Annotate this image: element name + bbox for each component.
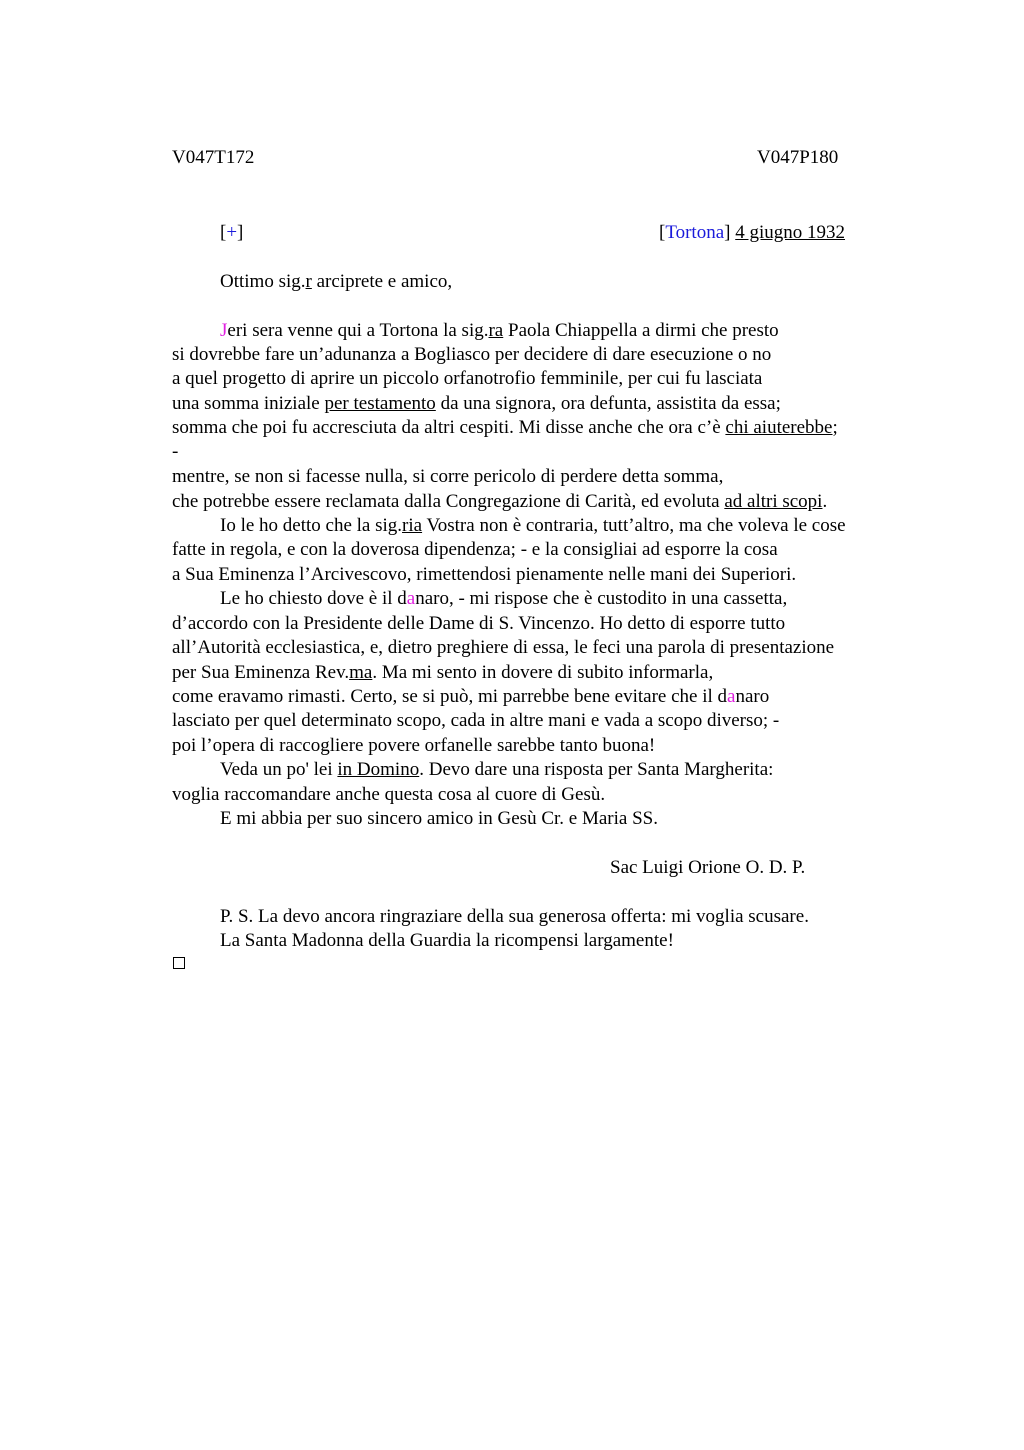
body-line	[220, 587, 787, 611]
text-run: arciprete e amico,	[311, 271, 453, 292]
body-line: poi l’opera di raccogliere povere orfanelle sarebbe tanto buona!	[172, 735, 656, 756]
end-square-icon	[173, 957, 185, 969]
body-line	[220, 319, 779, 343]
body-line: a Sua Eminenza l’Arcivescovo, rimettendosi pienamente nelle mani dei Superiori.	[172, 564, 797, 585]
body-line: a quel progetto di aprire un piccolo orfanotrofio femminile, per cui fu lasciata	[172, 368, 763, 389]
archive-code-right: V047P180	[757, 147, 839, 168]
text-run: una somma iniziale	[172, 393, 325, 414]
abbrev-underlined: ria	[402, 515, 423, 536]
text-run: come eravamo rimasti. Certo, se si può, mi parrebbe bene evitare che il d	[172, 686, 728, 707]
text-run: naro	[735, 686, 770, 707]
bracket-close: ]	[724, 222, 731, 243]
text-run: ;	[832, 417, 838, 438]
cross-mark	[220, 221, 243, 245]
text-run: Paola Chiappella a dirmi che presto	[503, 320, 779, 341]
text-run: Vostra non è contraria, tutt’altro, ma che voleva le cose	[422, 515, 846, 536]
dateline	[659, 221, 845, 245]
text-run: eri sera venne qui a Tortona la sig.	[227, 320, 489, 341]
text-run: Le ho chiesto dove è il d	[220, 588, 407, 609]
body-line	[172, 392, 781, 416]
signature: Sac Luigi Orione O. D. P.	[610, 857, 806, 878]
body-line: fatte in regola, e con la doverosa dipendenza; - e la consigliai ad esporre la cosa	[172, 539, 778, 560]
abbrev-underlined: ma	[349, 662, 373, 683]
corrected-letter: a	[406, 588, 416, 609]
text-run: Io le ho detto che la sig.	[220, 515, 403, 536]
letter-date: 4 giugno 1932	[735, 222, 846, 243]
body-line	[172, 685, 769, 709]
postscript-line: La Santa Madonna della Guardia la ricompensi largamente!	[220, 930, 674, 951]
archive-code-left: V047T172	[172, 147, 255, 168]
text-run: . Ma mi sento in dovere di subito informarla,	[372, 662, 714, 683]
body-line: si dovrebbe fare un’adunanza a Bogliasco per decidere di dare esecuzione o no	[172, 344, 772, 365]
body-line: voglia raccomandare anche questa cosa al cuore di Gesù.	[172, 784, 606, 805]
body-line	[172, 416, 838, 440]
text-run: da una signora, ora defunta, assistita da essa;	[435, 393, 781, 414]
body-line: E mi abbia per suo sincero amico in Gesù Cr. e Maria SS.	[220, 808, 658, 829]
text-run: Veda un po' lei	[220, 759, 338, 780]
place-name: Tortona	[665, 222, 725, 243]
text-run: che potrebbe essere reclamata dalla Congregazione di Carità, ed evoluta	[172, 491, 725, 512]
corrected-letter: a	[727, 686, 736, 707]
body-line	[220, 514, 846, 538]
body-line: lasciato per quel determinato scopo, cada in altre mani e vada a scopo diverso; -	[172, 710, 780, 731]
salutation	[220, 270, 452, 294]
body-line: all’Autorità ecclesiastica, e, dietro preghiere di essa, le feci una parola di presentazione	[172, 637, 835, 658]
text-run: naro, - mi rispose che è custodito in una cassetta,	[415, 588, 788, 609]
bracket-open: [	[220, 222, 227, 243]
text-run: . Devo dare una risposta per Santa Margherita:	[419, 759, 774, 780]
body-line: d’accordo con la Presidente delle Dame di S. Vincenzo. Ho detto di esporre tutto	[172, 613, 786, 634]
text-run: Ottimo sig.	[220, 271, 306, 292]
body-line	[172, 490, 827, 514]
abbrev-underlined: ra	[488, 320, 504, 341]
body-line	[220, 758, 773, 782]
text-run: per Sua Eminenza Rev.	[172, 662, 350, 683]
initial-letter: J	[220, 320, 228, 341]
body-line: mentre, se non si facesse nulla, si corre pericolo di perdere detta somma,	[172, 466, 724, 487]
text-run: somma che poi fu accresciuta da altri cespiti. Mi disse anche che ora c’è	[172, 417, 726, 438]
bracket-close: ]	[237, 222, 244, 243]
underlined-phrase: chi aiuterebbe	[725, 417, 833, 438]
bracket-open: [	[659, 222, 666, 243]
underlined-phrase: in Domino	[337, 759, 420, 780]
text-run: .	[822, 491, 828, 512]
underlined-phrase: per testamento	[324, 393, 436, 414]
abbrev-underlined: r	[305, 271, 312, 292]
postscript-line: P. S. La devo ancora ringraziare della sua generosa offerta: mi voglia scusare.	[220, 906, 809, 927]
underlined-phrase: ad altri scopi	[724, 491, 823, 512]
cross-symbol: +	[226, 222, 238, 243]
body-line	[172, 661, 713, 685]
body-line: -	[172, 441, 179, 462]
